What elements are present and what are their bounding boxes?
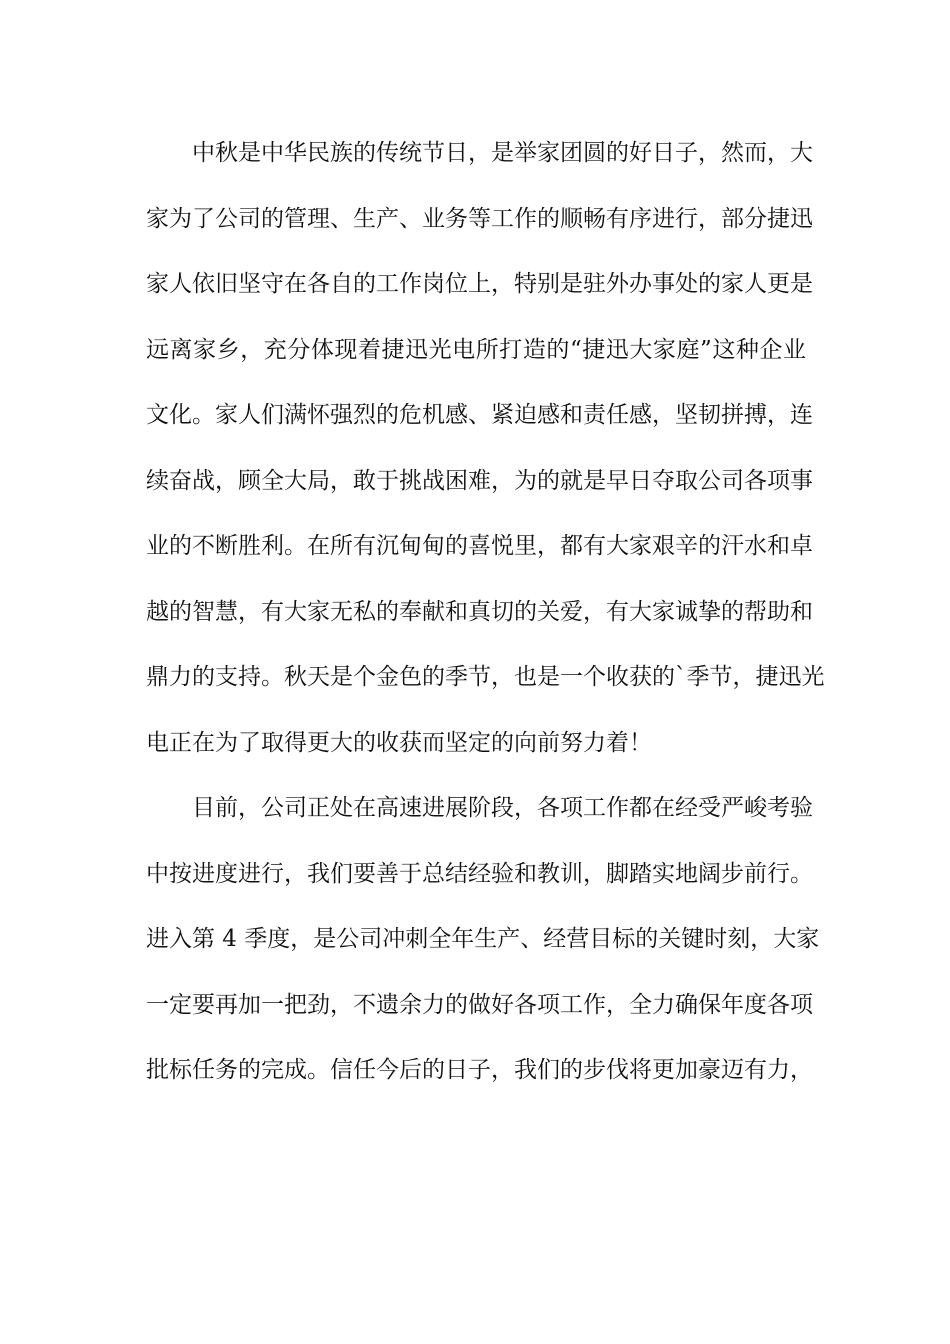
text-line: 文化。家人们满怀强烈的危机感、紧迫感和责任感，坚韧拼搏，连	[146, 402, 813, 428]
text-line: 目前，公司正处在高速进展阶段，各项工作都在经受严峻考验	[146, 795, 813, 821]
text-line: 电正在为了取得更大的收获而坚定的向前努力着！	[146, 729, 652, 756]
text-line: 中秋是中华民族的传统节日，是举家团圆的好日子，然而，大	[146, 140, 813, 166]
text-line: 家为了公司的管理、生产、业务等工作的顺畅有序进行，部分捷迅	[146, 205, 813, 232]
text-line: 批标任务的完成。信任今后的日子，我们的步伐将更加豪迈有力，	[146, 1057, 813, 1083]
text-line: 中按进度进行，我们要善于总结经验和教训，脚踏实地阔步前行。	[146, 860, 813, 887]
text-line: 业的不断胜利。在所有沉甸甸的喜悦里，都有大家艰辛的汗水和卓	[146, 533, 813, 559]
text-line: 家人依旧坚守在各自的工作岗位上，特别是驻外办事处的家人更是	[146, 271, 813, 297]
text-line: 续奋战，顾全大局，敢于挑战困难，为的就是早日夺取公司各项事	[146, 467, 813, 494]
text-line: 远离家乡，充分体现着捷迅光电所打造的“捷迅大家庭”这种企业	[146, 336, 806, 363]
text-line: 进入第 4 季度，是公司冲刺全年生产、经营目标的关键时刻，大家	[146, 926, 820, 952]
text-line: 一定要再加一把劲，不遗余力的做好各项工作，全力确保年度各项	[146, 991, 813, 1018]
text-line: 越的智慧，有大家无私的奉献和真切的关爱，有大家诚挚的帮助和	[146, 598, 813, 625]
text-line: 鼎力的支持。秋天是个金色的季节，也是一个收获的`季节，捷迅光	[146, 664, 825, 690]
document-body	[146, 130, 825, 1113]
